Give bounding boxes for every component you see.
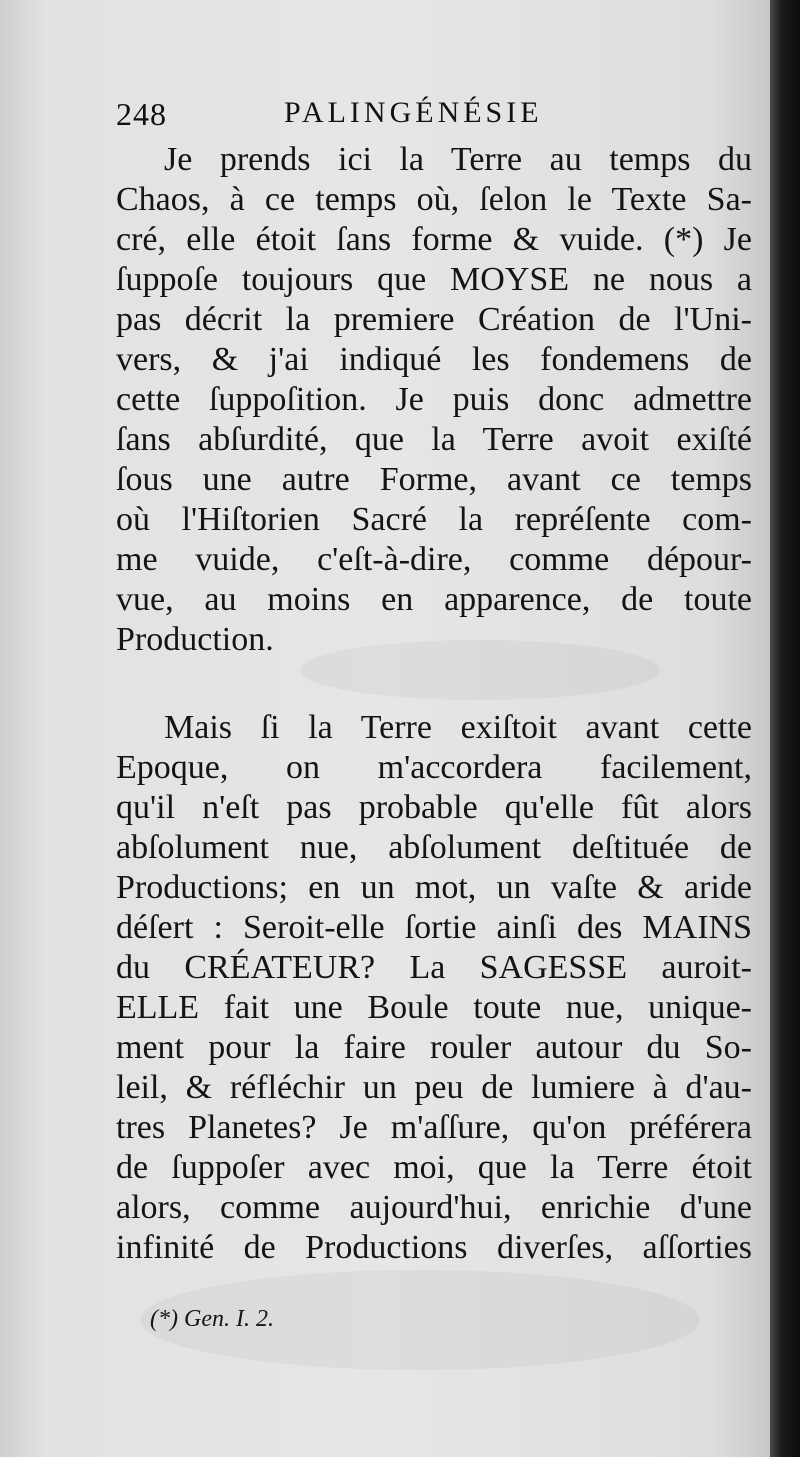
text-line: ſuppoſe toujours que MOYSE ne nous a: [116, 261, 752, 298]
text-line: ELLE fait une Boule toute nue, unique-: [116, 989, 752, 1026]
text-line: où l'Hiſtorien Sacré la repréſente com-: [116, 501, 752, 538]
text-line: pas décrit la premiere Création de l'Uni-: [116, 301, 752, 338]
text-line: Productions; en un mot, un vaſte & aride: [116, 869, 752, 906]
text-line: cré, elle étoit ſans forme & vuide. (*) Je: [116, 221, 752, 258]
text-line: leil, & réfléchir un peu de lumiere à d'au-: [116, 1069, 752, 1106]
text-line: vers, & j'ai indiqué les fondemens de: [116, 341, 752, 378]
text-line: tres Planetes? Je m'aſſure, qu'on préférera: [116, 1109, 752, 1146]
text-line: déſert : Seroit-elle ſortie ainſi des MAINS: [116, 909, 752, 946]
text-line: ment pour la faire rouler autour du So-: [116, 1029, 752, 1066]
text-line: cette ſuppoſition. Je puis donc admettre: [116, 381, 752, 418]
text-line: de ſuppoſer avec moi, que la Terre étoit: [116, 1149, 752, 1186]
text-line: me vuide, c'eſt-à-dire, comme dépour-: [116, 541, 752, 578]
text-line: Production.: [116, 621, 274, 658]
text-line: alors, comme aujourd'hui, enrichie d'une: [116, 1189, 752, 1226]
text-line: infinité de Productions diverſes, aſſorties: [116, 1229, 752, 1266]
text-line: Epoque, on m'accordera facilement,: [116, 749, 752, 786]
page-header: [116, 96, 736, 136]
text-line: Chaos, à ce temps où, ſelon le Texte Sa-: [116, 181, 752, 218]
text-line: Mais ſi la Terre exiſtoit avant cette: [164, 709, 752, 746]
text-line: abſolument nue, abſolument deſtituée de: [116, 829, 752, 866]
running-title: PALINGÉNÉSIE: [284, 96, 543, 129]
text-line: qu'il n'eſt pas probable qu'elle fût alors: [116, 789, 752, 826]
text-line: vue, au moins en apparence, de toute: [116, 581, 752, 618]
text-line: du CRÉATEUR? La SAGESSE auroit-: [116, 949, 752, 986]
page-number: 248: [116, 96, 167, 132]
text-line: ſans abſurdité, que la Terre avoit exiſté: [116, 421, 752, 458]
text-line: ſous une autre Forme, avant ce temps: [116, 461, 752, 498]
book-spine-shadow: [770, 0, 800, 1457]
footnote: (*) Gen. I. 2.: [150, 1306, 274, 1332]
text-line: Je prends ici la Terre au temps du: [164, 141, 752, 178]
